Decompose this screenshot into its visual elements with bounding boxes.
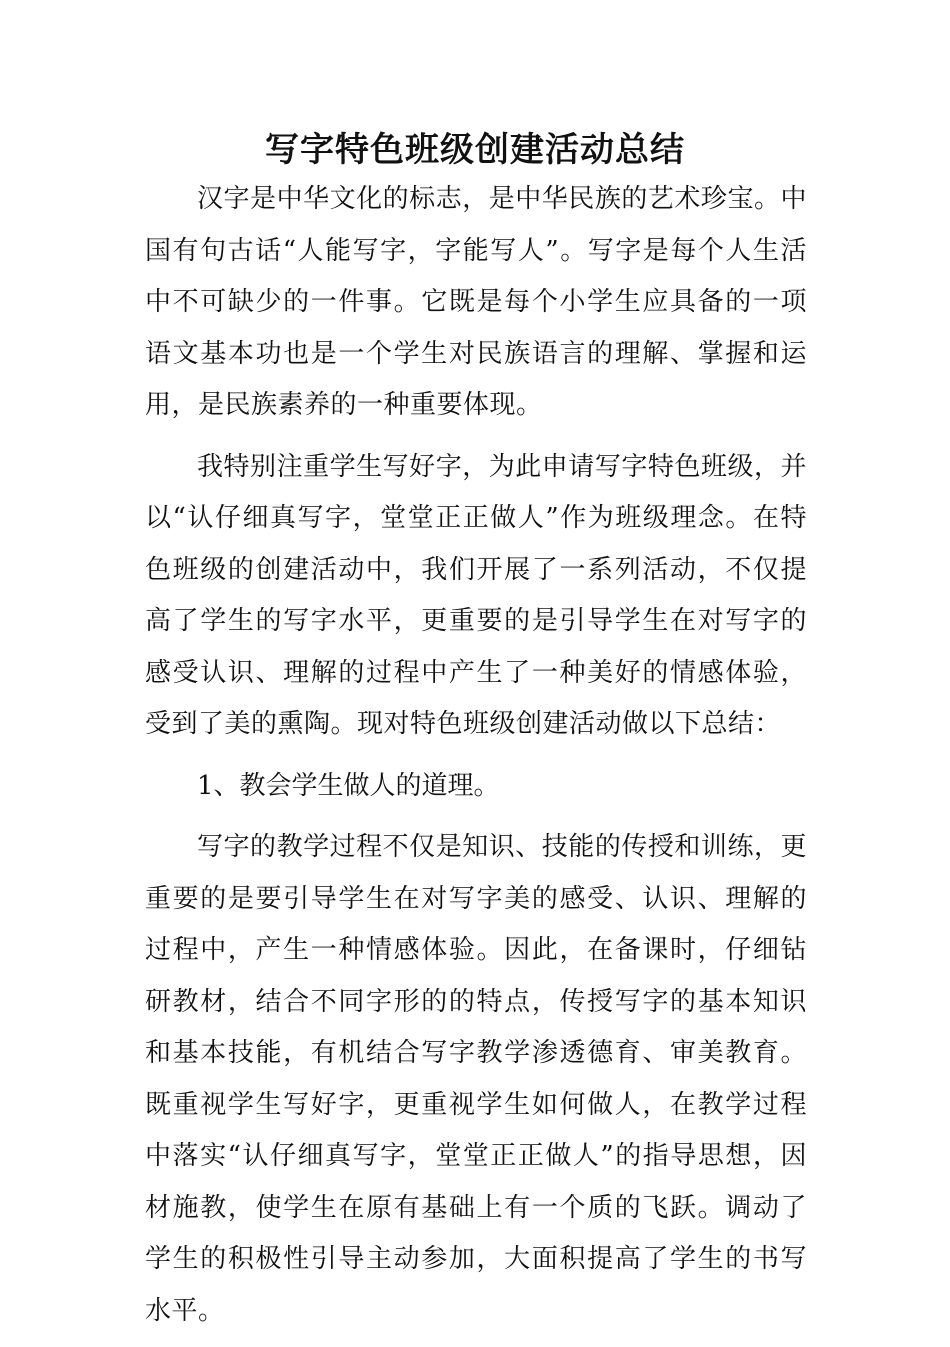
section-heading-1: 1、教会学生做人的道理。: [197, 770, 500, 801]
document-title: 写字特色班级创建活动总结: [265, 130, 685, 170]
paragraph-intro: 汉字是中华文化的标志，是中华民族的艺术珍宝。中国有句古话“人能写字，字能写人”。写字是每个人生活中不可缺少的一件事。它既是每个小学生应具备的一项语文基本功也是一个学生对民族语言的理解、掌握和运用，是民族素养的一种重要体现。: [145, 184, 807, 420]
paragraph-class-concept: 我特别注重学生写好字，为此申请写字特色班级，并以“认仔细真写字，堂堂正正做人”作为班级理念。在特色班级的创建活动中，我们开展了一系列活动，不仅提高了学生的写字水平，更重要的是引导学生在对写字的感受认识、理解的过程中产生了一种美好的情感体验，受到了美的熏陶。现对特色班级创建活动做以下总结：: [145, 451, 807, 739]
paragraph-teaching-process: 写字的教学过程不仅是知识、技能的传授和训练，更重要的是要引导学生在对写字美的感受、认识、理解的过程中，产生一种情感体验。因此，在备课时，仔细钻研教材，结合不同字形的的特点，传授写字的基本知识和基本技能，有机结合写字教学渗透德育、审美教育。既重视学生写好字，更重视学生如何做人，在教学过程中落实“认仔细真写字，堂堂正正做人”的指导思想，因材施教，使学生在原有基础上有一个质的飞跃。调动了学生的积极性引导主动参加，大面积提高了学生的书写水平。: [145, 832, 807, 1326]
document-body: [145, 174, 807, 1347]
